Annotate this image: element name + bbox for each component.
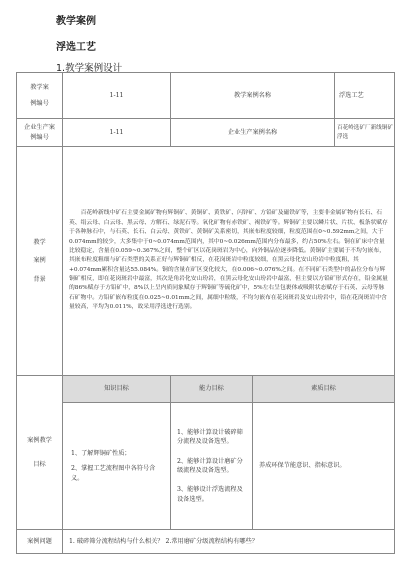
teaching-case-name-label: 教学案例名称 [171, 73, 335, 119]
list-item: 3、能够设计浮选流程及设备选型。 [177, 486, 243, 503]
quality-objectives-header: 素质目标 [253, 376, 395, 403]
questions-row [17, 530, 395, 554]
list-item: 1、了解辉铜矿性质； [71, 450, 131, 458]
teaching-case-name: 浮选工艺 [335, 73, 395, 119]
document-subtitle: 浮选工艺 [56, 42, 96, 53]
quality-objectives: 养成环保节能意识、指标意识。 [253, 403, 395, 530]
ability-objectives [171, 403, 253, 530]
section-heading: 1.教学案例设计 [56, 63, 123, 74]
teaching-case-row [17, 73, 395, 119]
teaching-objectives-label: 案例教学 目标 [17, 376, 63, 530]
case-design-table [16, 72, 395, 554]
document-title: 教学案例 [56, 16, 96, 27]
objectives-content-row [17, 403, 395, 530]
case-questions-label: 案例问题 [17, 530, 63, 554]
enterprise-case-number-label: 企业生产案 例编号 [17, 119, 63, 147]
enterprise-case-number: 1-11 [63, 119, 171, 147]
teaching-case-number-label: 教学案 例编号 [17, 73, 63, 119]
ability-objectives-header: 能力目标 [171, 376, 253, 403]
list-item: 2、能够计算设计磨矿分级流程及设备选型。 [177, 457, 243, 474]
knowledge-objectives [63, 403, 171, 530]
enterprise-case-name: 百花岭选矿厂新线铜矿浮选 [335, 119, 395, 147]
knowledge-objectives-list [63, 449, 170, 483]
list-item: 2、掌握工艺流程图中各符号含义。 [71, 465, 156, 482]
knowledge-objectives-header: 知识目标 [63, 376, 171, 403]
case-background-label: 教学 案例 背景 [17, 147, 63, 376]
background-row [17, 147, 395, 376]
objectives-header-row [17, 376, 395, 403]
enterprise-case-row [17, 119, 395, 147]
case-background-text: 百花岭新线中矿石主要金属矿物有辉铜矿、黄铜矿、黄铁矿、闪锌矿、方铅矿及磁铁矿等，主要非金属矿物有长石、石英、绢云母、白云母、黑云母、方解石、绿泥石等。氧化矿物有赤铁矿、褐铁矿等。辉铜矿主要以鳞片状、片状、板条状赋存于各种脉石中，与石英、长石、白云母、黄铁矿、黄铜矿关系密切，其嵌布粒度较细，粒度范围在0~0.592mm之间，大于0.074mm的较少，大多集中于0~0.074mm范围内，其中0~0.026mm范围内分布最多，约占50%左右。铜在矿床中含量比较稳定，含量在0.059~0.367%之间，整个矿区以花岗斑岩为中心，向外铜品位逐步降低。黄铜矿主要属于不均匀嵌布，其嵌布粒度粗细与矿石类型的关系正好与辉铜矿相反，在花岗斑岩中粒度较细，在黑云母化安山玢岩中粒度粗，其+0.074mm累积含量达55.084%。铜的含量在矿区变化较大，在0.006~0.076%之间。在不同矿石类型中的品位分布与辉铜矿相反，即在花岗斑岩中最富，其次是角岩化安山玢岩，在黑云母化安山玢岩中最富，但主要以方铅矿形式存在，铅金属量的86%赋存于方铅矿中，8%以上呈内质同象赋存于辉铜矿等硫化矿中，5%左右呈包裹体或吸附状态赋存于石英、云母等脉石矿物中。方铅矿嵌布粒度在0.025~0.01mm之间，属细中粒级，不均匀嵌布在花岗斑岩及安山玢岩中，铅在花岗斑岩中含量较高，平均为0.011%，故采用浮选进行选别。 [63, 147, 395, 376]
list-item: 1、能够计算设计破碎筛分流程及设备选型。 [177, 429, 243, 446]
case-questions-text: 1. 破碎筛分流程结构与什么相关？ 2.常用磨矿分级流程结构有哪些？ [63, 530, 395, 554]
teaching-case-number: 1-11 [63, 73, 171, 119]
enterprise-case-name-label: 企业生产案例名称 [171, 119, 335, 147]
